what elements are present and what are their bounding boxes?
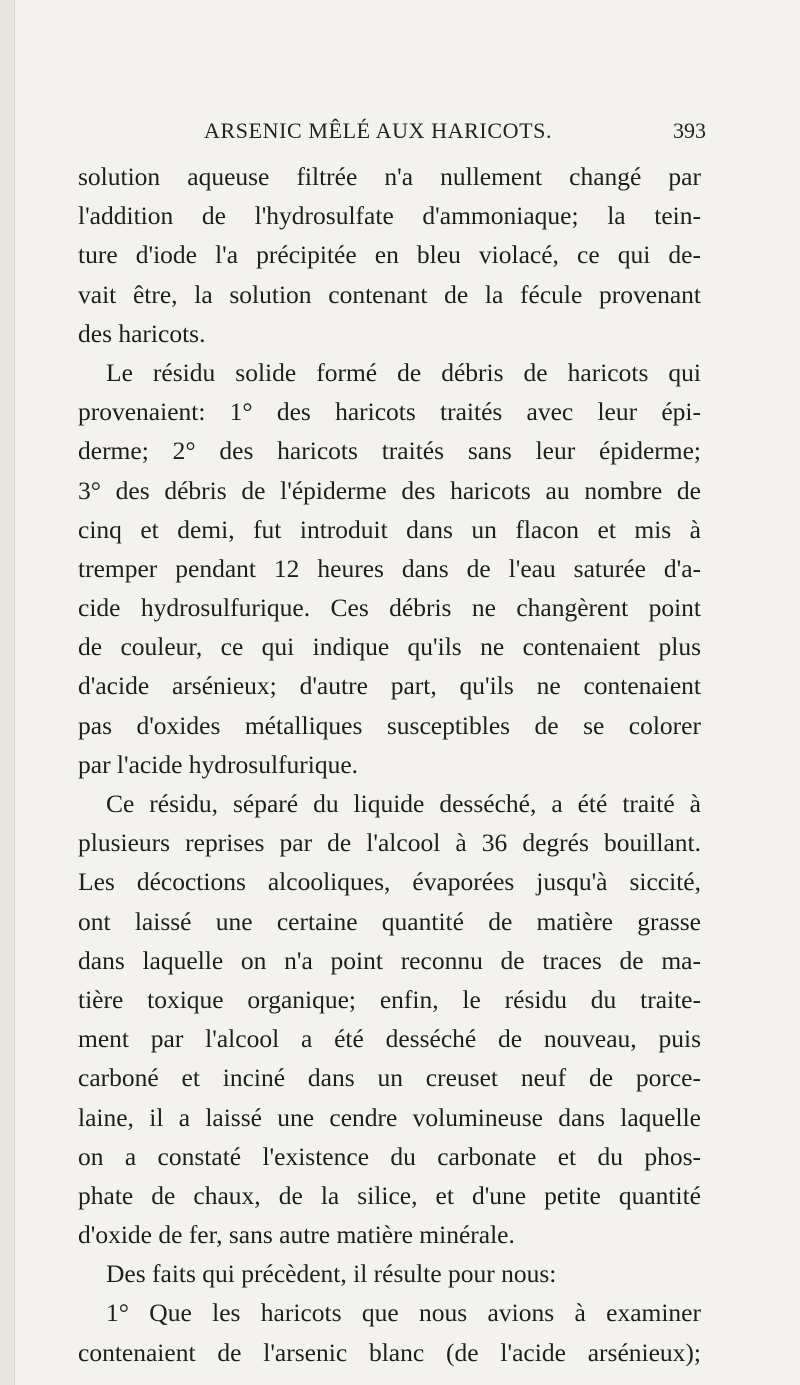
text-line: vait être, la solution contenant de la fécule provenant bbox=[78, 279, 701, 309]
text-line: dans laquelle on n'a point reconnu de traces de ma- bbox=[78, 945, 701, 975]
text-line: solution aqueuse filtrée n'a nullement changé par bbox=[78, 162, 701, 191]
text-line: laine, il a laissé une cendre volumineuse dans laquelle bbox=[78, 1102, 701, 1132]
text-line: Les décoctions alcooliques, évaporées jusqu'à siccité, bbox=[78, 867, 701, 897]
text-line: l'addition de l'hydrosulfate d'ammoniaque; la tein- bbox=[78, 201, 701, 231]
text-line: ture d'iode l'a précipitée en bleu violacé, ce qui de- bbox=[78, 240, 701, 270]
text-line: ont laissé une certaine quantité de matière grasse bbox=[78, 906, 701, 936]
text-line: d'acide arsénieux; d'autre part, qu'ils ne contenaient bbox=[78, 671, 701, 701]
text-line: des haricots. bbox=[78, 318, 206, 348]
text-line: tière toxique organique; enfin, le résidu du traite- bbox=[78, 984, 701, 1014]
text-line: phate de chaux, de la silice, et d'une petite quantité bbox=[78, 1180, 701, 1210]
text-line: contenaient de l'arsenic blanc (de l'acide arsénieux); bbox=[78, 1337, 701, 1367]
text-line: Ce résidu, séparé du liquide desséché, a été traité à bbox=[106, 789, 701, 818]
text-line: pas d'oxides métalliques susceptibles de se colorer bbox=[78, 710, 701, 740]
running-head: ARSENIC MÊLÉ AUX HARICOTS. bbox=[204, 118, 553, 143]
page-header bbox=[76, 118, 712, 148]
text-line: ment par l'alcool a été desséché de nouveau, puis bbox=[78, 1024, 701, 1054]
page-number: 393 bbox=[673, 118, 706, 143]
text-line: d'oxide de fer, sans autre matière minérale. bbox=[78, 1220, 515, 1250]
text-line: on a constaté l'existence du carbonate et du phos- bbox=[78, 1141, 701, 1171]
text-line: cide hydrosulfurique. Ces débris ne changèrent point bbox=[78, 593, 701, 623]
page-gutter bbox=[0, 0, 15, 1385]
text-line: par l'acide hydrosulfurique. bbox=[78, 749, 359, 779]
text-line: provenaient: 1° des haricots traités avec leur épi- bbox=[78, 397, 701, 427]
text-line: Le résidu solide formé de débris de haricots qui bbox=[106, 357, 701, 387]
text-line: plusieurs reprises par de l'alcool à 36 degrés bouillant. bbox=[78, 828, 701, 858]
text-line: carboné et inciné dans un creuset neuf de porce- bbox=[78, 1063, 701, 1093]
text-line: 1° Que les haricots que nous avions à examiner bbox=[106, 1298, 701, 1328]
text-line: 3° des débris de l'épiderme des haricots au nombre de bbox=[78, 475, 701, 505]
text-line: tremper pendant 12 heures dans de l'eau saturée d'a- bbox=[78, 553, 701, 583]
body-text bbox=[78, 157, 701, 1372]
text-line: Des faits qui précèdent, il résulte pour nous: bbox=[106, 1259, 557, 1289]
text-line: de couleur, ce qui indique qu'ils ne contenaient plus bbox=[78, 632, 701, 662]
text-line: cinq et demi, fut introduit dans un flacon et mis à bbox=[78, 514, 701, 544]
text-line: derme; 2° des haricots traités sans leur épiderme; bbox=[78, 436, 701, 466]
